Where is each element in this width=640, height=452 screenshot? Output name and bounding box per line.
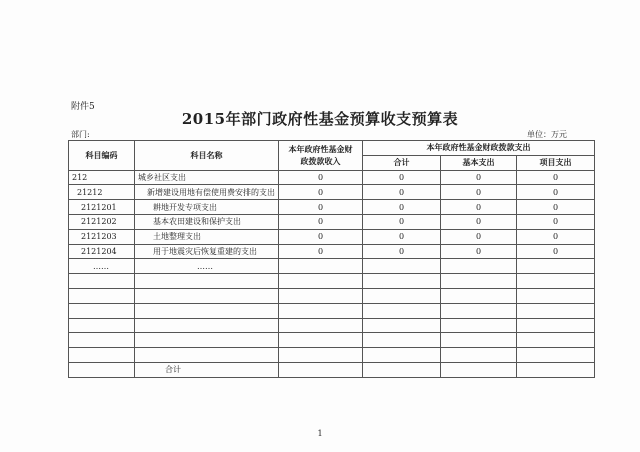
row-total: 0 [363,244,441,259]
table-row [69,185,595,200]
row-income [279,259,363,274]
row-name: 耕地开发专项支出 [135,200,279,215]
row-income: 0 [279,214,363,229]
header-total: 合计 [363,155,441,170]
unit-label: 单位：万元 [527,130,567,139]
row-name: 用于地震灾后恢复重建的支出 [135,244,279,259]
row-basic: 0 [441,185,517,200]
row-income: 0 [279,170,363,185]
row-code: 2121204 [69,244,135,259]
row-income: 0 [279,200,363,215]
row-code: 2121203 [69,229,135,244]
row-project: 0 [517,244,595,259]
row-name: 土地整理支出 [135,229,279,244]
header-expense-group: 本年政府性基金财政拨款支出 [363,141,595,156]
row-total [363,259,441,274]
row-basic [441,259,517,274]
row-income: 0 [279,229,363,244]
table-row-sum [69,362,595,377]
row-name: …… [135,259,279,274]
table-row [69,229,595,244]
row-project: 0 [517,170,595,185]
row-total: 0 [363,229,441,244]
table-row [69,214,595,229]
table-row [69,244,595,259]
row-total: 0 [363,185,441,200]
table-row [69,170,595,185]
table-row-empty [69,274,595,289]
page-title: 2015年部门政府性基金预算收支预算表 [181,110,459,128]
department-label: 部门: [71,130,90,139]
table-row-empty [69,348,595,363]
table-row [69,200,595,215]
page-number: 1 [317,429,323,438]
header-income: 本年政府性基金财政拨款收入 [279,141,363,171]
budget-table [68,140,595,378]
row-basic: 0 [441,229,517,244]
attachment-label: 附件5 [71,102,95,112]
row-total: 0 [363,200,441,215]
sum-label: 合计 [135,362,279,377]
row-code: 2121202 [69,214,135,229]
row-project: 0 [517,200,595,215]
table-row [69,259,595,274]
row-total: 0 [363,214,441,229]
row-total: 0 [363,170,441,185]
table-row-empty [69,303,595,318]
row-code: …… [69,259,135,274]
row-basic: 0 [441,200,517,215]
row-basic: 0 [441,170,517,185]
row-income: 0 [279,244,363,259]
header-project: 项目支出 [517,155,595,170]
row-code: 2121201 [69,200,135,215]
row-code: 212 [69,170,135,185]
row-name: 城乡社区支出 [135,170,279,185]
row-basic: 0 [441,214,517,229]
row-project: 0 [517,214,595,229]
table-row-empty [69,288,595,303]
row-name: 新增建设用地有偿使用费安排的支出 [135,185,279,200]
table-row-empty [69,333,595,348]
row-project: 0 [517,229,595,244]
table-row-empty [69,318,595,333]
row-project: 0 [517,185,595,200]
row-income: 0 [279,185,363,200]
row-code: 21212 [69,185,135,200]
header-basic: 基本支出 [441,155,517,170]
row-project [517,259,595,274]
row-name: 基本农田建设和保护支出 [135,214,279,229]
row-basic: 0 [441,244,517,259]
header-code: 科目编码 [69,141,135,171]
header-name: 科目名称 [135,141,279,171]
